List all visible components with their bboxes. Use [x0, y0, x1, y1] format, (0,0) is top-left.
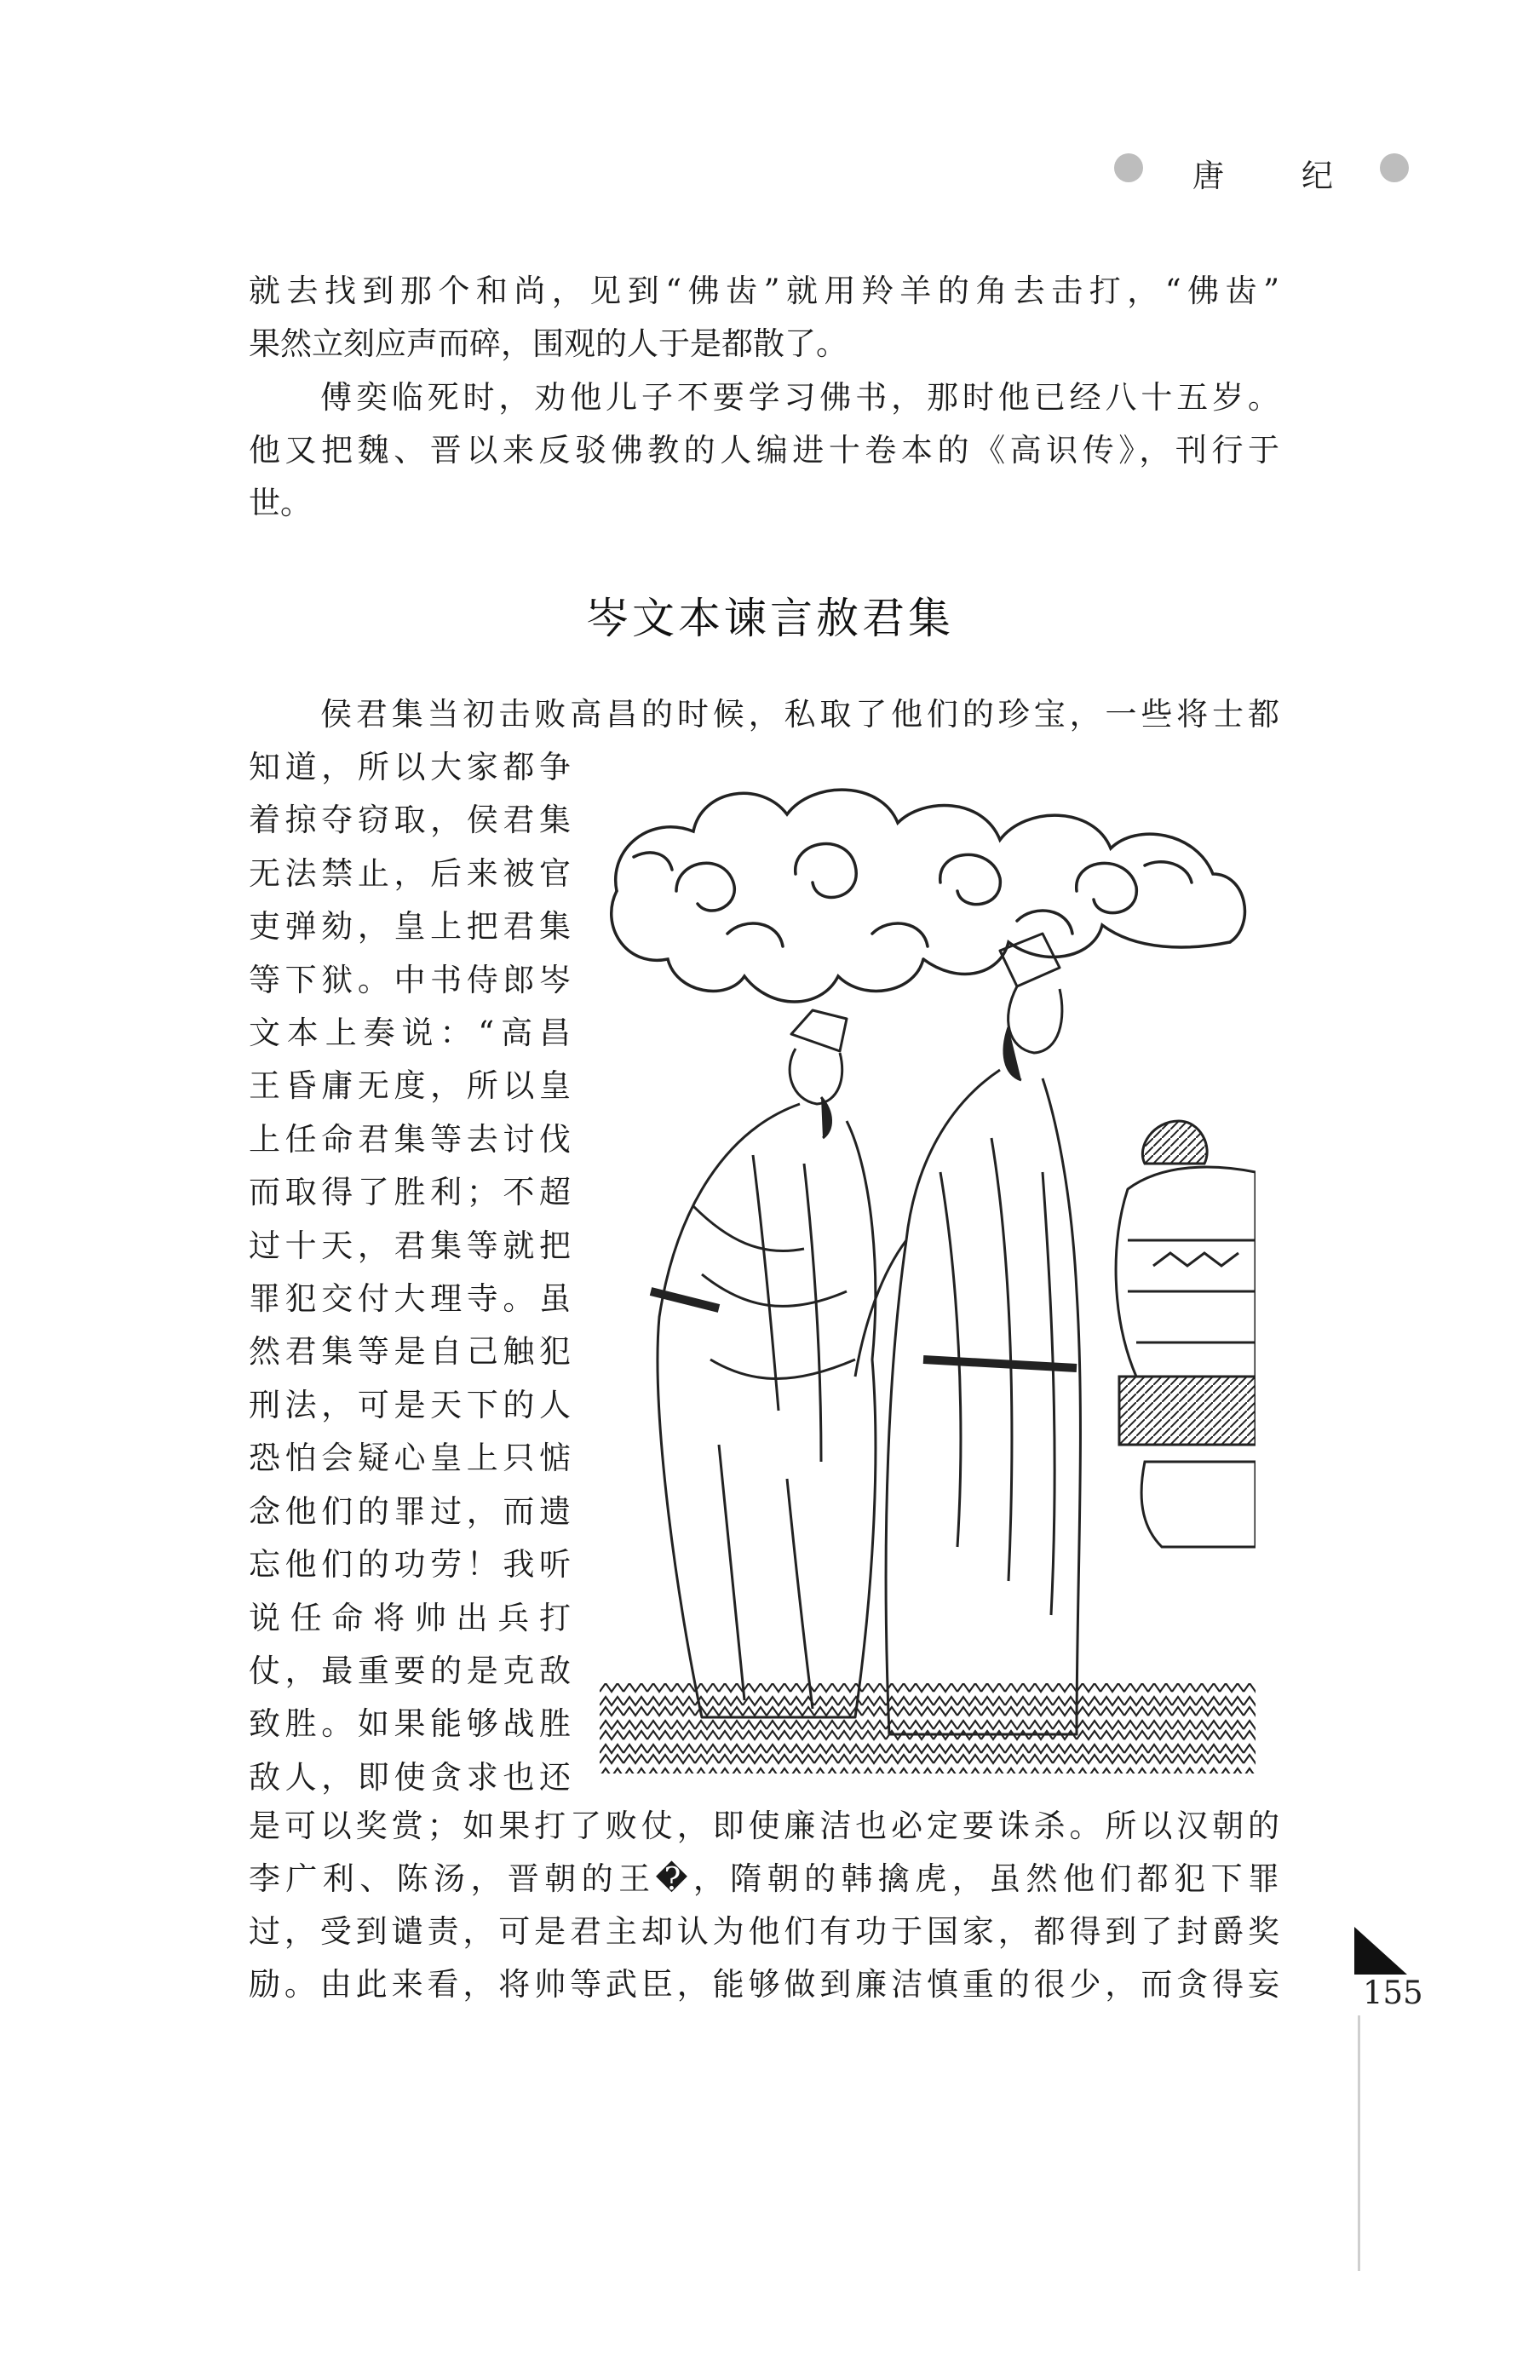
column-line: 忘他们的功劳！我听: [249, 1546, 571, 1584]
cloud-pattern: [612, 790, 1245, 1002]
header-dot-right: [1380, 153, 1409, 182]
zigzag-floor: [600, 1683, 1256, 1774]
margin-rule: [1358, 2015, 1360, 2271]
column-line: 知道，所以大家都争: [249, 749, 571, 785]
text-line: 傅奕临死时，劝他儿子不要学习佛书，那时他已经八十五岁。: [320, 379, 1279, 416]
lead-line: [249, 688, 1279, 741]
text-line: 李广利、陈汤，晋朝的王�，隋朝的韩擒虎，虽然他们都犯下罪: [249, 1860, 1279, 1897]
page-corner-triangle-icon: [1354, 1927, 1407, 1975]
column-line: 无法禁止，后来被官: [249, 854, 571, 892]
column-line: 着掠夺窃取，侯君集: [249, 802, 571, 839]
column-line: 而取得了胜利；不超: [249, 1174, 571, 1211]
text-line: 世。: [249, 485, 312, 521]
text-line: 侯君集当初击败高昌的时候，私取了他们的珍宝，一些将士都: [320, 696, 1279, 733]
column-line: 刑法，可是天下的人: [249, 1386, 571, 1423]
column-line: 过十天，君集等就把: [249, 1227, 571, 1264]
column-line: 致胜。如果能够战胜: [249, 1705, 571, 1743]
paragraph-continued: [249, 1800, 1279, 2011]
column-line: 王昏庸无度，所以皇: [249, 1067, 571, 1105]
section-title: 岑文本谏言赦君集: [586, 594, 954, 643]
text-line: 励。由此来看，将帅等武臣，能够做到廉洁慎重的很少，而贪得妄: [249, 1966, 1279, 2003]
illustration-two-officials: [600, 763, 1256, 1774]
header-text-right: 纪: [1302, 158, 1333, 194]
running-header: [1107, 143, 1414, 194]
column-line: 说任命将帅出兵打: [249, 1599, 571, 1636]
column-line: 上任命君集等去讨伐: [249, 1120, 571, 1158]
header-text-left: 唐: [1192, 158, 1224, 194]
text-column-left: [249, 741, 571, 1804]
column-line: 吏弹劾，皇上把君集: [249, 908, 571, 946]
text-line: 果然立刻应声而碎，围观的人于是都散了。: [249, 325, 848, 362]
column-line: 等下狱。中书侍郎岑: [249, 961, 571, 998]
column-line: 罪犯交付大理寺。虽: [249, 1280, 571, 1318]
text-line: 过，受到谴责，可是君主却认为他们有功于国家，都得到了封爵奖: [249, 1913, 1279, 1950]
header-dot-left: [1114, 153, 1143, 182]
right-official: [855, 934, 1080, 1734]
paragraph-2: [249, 371, 1279, 530]
bronze-vessel: [1116, 1121, 1256, 1547]
column-line: 敌人，即使贪求也还: [249, 1758, 571, 1796]
text-line: 是可以奖赏；如果打了败仗，即使廉洁也必定要诛杀。所以汉朝的: [249, 1808, 1279, 1844]
left-official: [651, 1010, 876, 1717]
paragraph-1: [249, 265, 1279, 371]
text-line: 他又把魏、晋以来反驳佛教的人编进十卷本的《高识传》，刊行于: [249, 432, 1279, 469]
column-line: 然君集等是自己触犯: [249, 1333, 571, 1371]
column-line: 恐怕会疑心皇上只惦: [249, 1440, 571, 1477]
column-line: 念他们的罪过，而遗: [249, 1492, 571, 1530]
column-line: 仗，最重要的是克敌: [249, 1652, 571, 1689]
page-number: 155: [1363, 1975, 1423, 2011]
column-line: 文本上奏说：“高昌: [249, 1015, 571, 1052]
text-line: 就去找到那个和尚，见到“佛齿”就用羚羊的角去击打，“佛齿”: [249, 273, 1279, 309]
